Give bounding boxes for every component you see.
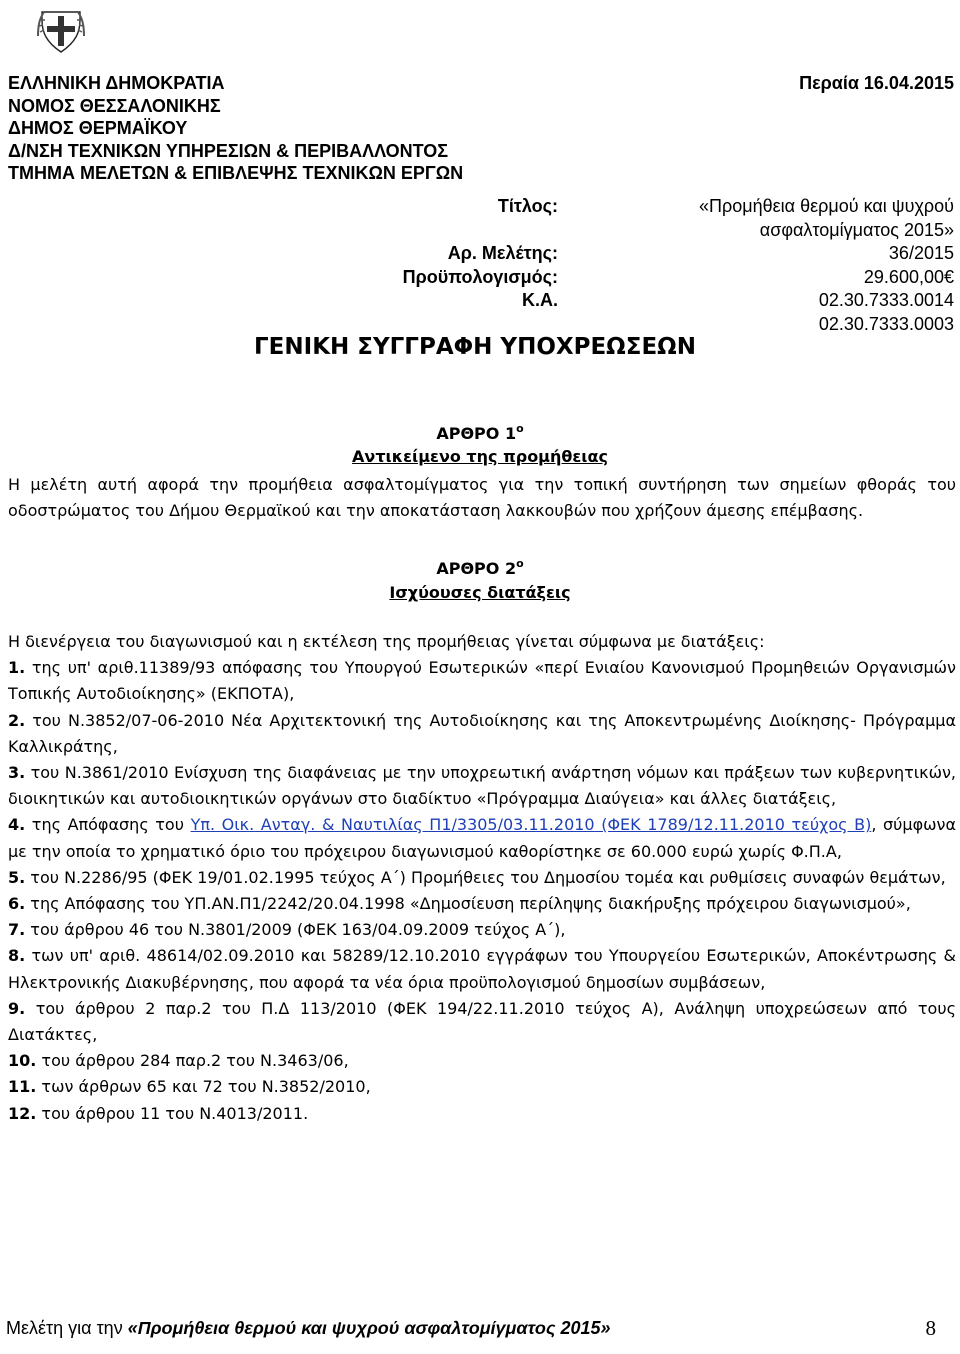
item-text: του άρθρου 284 παρ.2 του Ν.3463/06, [36,1051,349,1071]
item-text: των άρθρων 65 και 72 του Ν.3852/2010, [36,1077,371,1097]
study-meta [0,195,960,336]
list-item [8,760,956,812]
page-footer [6,1318,611,1339]
list-item [8,1101,956,1127]
list-item [8,1074,956,1100]
item-text: της Απόφασης του ΥΠ.ΑΝ.Π1/2242/20.04.1998 «Δημοσίευση περίληψης διακήρυξης πρόχειρου διαγωνισμού», [25,894,911,914]
document-title: ΓΕΝΙΚΗ ΣΥΓΓΡΑΦΗ ΥΠΟΧΡΕΩΣΕΩΝ [254,334,696,360]
list-item [8,655,956,707]
document-date: Περαία 16.04.2015 [799,73,954,93]
list-item [8,812,956,864]
item-text: της υπ' αριθ.11389/93 απόφασης του Υπουργού Εσωτερικών «περί Ενιαίου Κανονισμού Προμηθειών Οργανισμών Τοπικής Αυτοδιοίκησης» (ΕΚΠΟΤΑ), [8,658,956,704]
item-number: 9. [8,998,26,1018]
item-text: του άρθρου 11 του Ν.4013/2011. [36,1103,309,1123]
list-item [8,917,956,943]
item-number: 3. [8,763,26,783]
item-number: 6. [8,894,26,914]
title-value-cont: ασφαλτομίγματος 2015» [759,219,954,240]
item-number: 8. [8,946,26,966]
item-number: 12. [8,1103,37,1123]
header-line: Δ/ΝΣΗ ΤΕΧΝΙΚΩΝ ΥΠΗΡΕΣΙΩΝ & ΠΕΡΙΒΑΛΛΟΝΤΟΣ [8,140,449,161]
header-line: ΤΜΗΜΑ ΜΕΛΕΤΩΝ & ΕΠΙΒΛΕΨΗΣ ΤΕΧΝΙΚΩΝ ΕΡΓΩΝ [8,163,464,183]
title-label: Τίτλος: [497,196,558,216]
article-1-heading [0,422,960,443]
provisions-list [8,629,956,1127]
decision-link[interactable]: Υπ. Οικ. Ανταγ. & Ναυτιλίας Π1/3305/03.11.2010 (ΦΕΚ 1789/12.11.2010 τεύχος Β) [190,815,872,835]
article-1-subtitle: Αντικείμενο της προμήθειας [352,447,608,466]
item-text: του άρθρου 2 παρ.2 του Π.Δ 113/2010 (ΦΕΚ 194/22.11.2010 τεύχος Α), Ανάληψη υποχρεώσεων από τους Διατάκτες, [8,998,956,1045]
article-1-superscript: ο [516,422,524,435]
header-line: ΝΟΜΟΣ ΘΕΣΣΑΛΟΝΙΚΗΣ [8,95,221,116]
item-number: 7. [8,920,26,940]
item-text: του άρθρου 46 του Ν.3801/2009 (ΦΕΚ 163/04.09.2009 τεύχος Α΄), [25,920,566,940]
list-item [8,891,956,917]
item-text-pre: της Απόφασης του [25,815,191,835]
list-item [8,943,956,995]
article-2-superscript: ο [516,557,524,570]
budget-label: Προϋπολογισμός: [402,266,558,287]
item-text: του Ν.3852/07-06-2010 Νέα Αρχιτεκτονική της Αυτοδιοίκησης και της Αποκεντρωμένης Διοίκησης- Πρόγραμμα Καλλικράτης, [8,710,956,756]
item-text: του Ν.2286/95 (ΦΕΚ 19/01.02.1995 τεύχος Α΄) Προμήθειες του Δημοσίου τομέα και ρυθμίσεις συναφών θεμάτων, [25,867,946,887]
study-number-value: 36/2015 [888,243,954,263]
item-number: 11. [8,1077,37,1097]
study-number-label: Αρ. Μελέτης: [447,243,558,263]
item-text: του Ν.3861/2010 Ενίσχυση της διαφάνειας με την υποχρεωτική ανάρτηση νόμων και πράξεων των κυβερνητικών, διοικητικών και αυτοδιοικητικών οργάνων στο διαδίκτυο «Πρόγραμμα Διαύγεια» και άλλες διατάξεις, [8,763,956,809]
item-text: των υπ' αριθ. 48614/02.09.2010 και 58289/12.10.2010 εγγράφων του Υπουργείου Εσωτερικών, Αποκέντρωσης & Ηλεκτρονικής Διακυβέρνησης, που αφορά τα νέα όρια προϋπολογισμού δημοσίων συμβάσεων, [8,946,956,992]
greek-emblem-icon [36,6,86,56]
item-number: 2. [8,710,26,730]
header-line: ΔΗΜΟΣ ΘΕΡΜΑΪΚΟΥ [8,118,188,138]
list-item [8,1048,956,1074]
list-item [8,708,956,760]
item-number: 1. [8,658,26,678]
ka-value-2: 02.30.7333.0003 [818,313,954,334]
title-value: «Προμήθεια θερμού και ψυχρού [699,196,954,216]
footer-title: «Προμήθεια θερμού και ψυχρού ασφαλτομίγματος 2015» [127,1318,611,1338]
budget-value: 29.600,00€ [863,266,954,287]
provisions-intro: Η διενέργεια του διαγωνισμού και η εκτέλεση της προμήθειας γίνεται σύμφωνα με διατάξεις: [8,632,765,651]
article-1-text: Η μελέτη αυτή αφορά την προμήθεια ασφαλτομίγματος για την τοπική συντήρηση των σημείων φθοράς του οδοστρώματος του Δήμου Θερμαϊκού και την αποκατάσταση λακκουβών που χρήζουν άμεσης επέμβασης. [8,475,956,521]
header-line: ΕΛΛΗΝΙΚΗ ΔΗΜΟΚΡΑΤΙΑ [8,73,225,93]
page-number: 8 [925,1316,936,1340]
article-2-subtitle: Ισχύουσες διατάξεις [389,583,571,602]
issuer-header [8,72,463,185]
item-number: 4. [8,815,26,835]
item-number: 10. [8,1051,37,1071]
ka-value: 02.30.7333.0014 [818,290,954,310]
footer-prefix: Μελέτη για την [6,1318,128,1338]
article-2-heading-text: ΑΡΘΡΟ 2 [436,559,517,578]
item-number: 5. [8,867,26,887]
ka-label: Κ.Α. [522,290,558,310]
list-item [8,996,956,1048]
article-2-heading [0,557,960,578]
item-text: , σύμφωνα με την οποία το χρηματικό όριο του πρόχειρου διαγωνισμού καθορίστηκε σε 60.000 ευρώ χωρίς Φ.Π.Α, [8,815,957,861]
article-1-heading-text: ΑΡΘΡΟ 1 [436,424,517,443]
list-item [8,865,956,891]
